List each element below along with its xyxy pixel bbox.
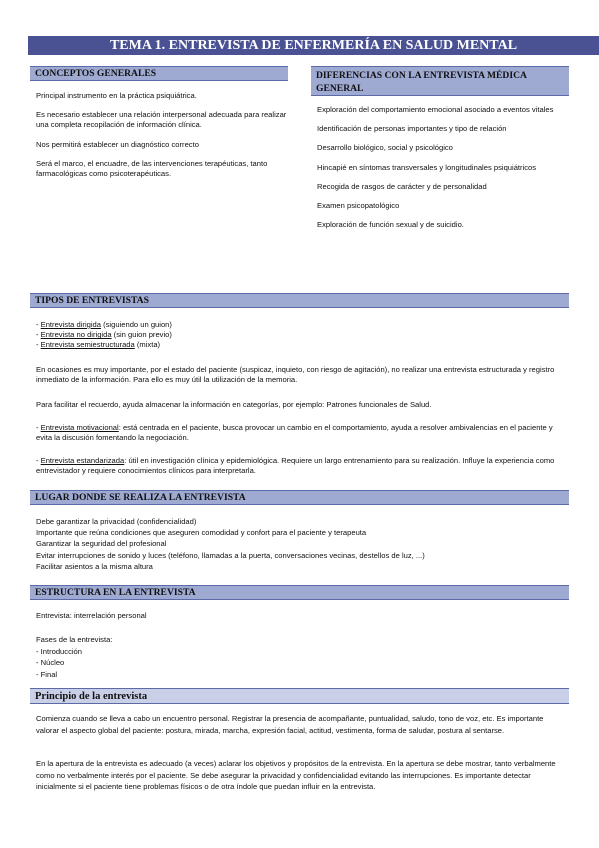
diferencias-item: Desarrollo biológico, social y psicológico xyxy=(317,143,453,153)
list-item: - Final xyxy=(36,669,58,679)
list-item: - Entrevista dirigida (siguiendo un guion) xyxy=(36,320,172,329)
section-header-estructura: ESTRUCTURA EN LA ENTREVISTA xyxy=(30,585,569,600)
lugar-lines xyxy=(36,516,566,572)
conceptos-list xyxy=(36,91,288,188)
diferencias-item: Identificación de personas importantes y tipo de relación xyxy=(317,124,507,134)
section-header-diferencias: DIFERENCIAS CON LA ENTREVISTA MÉDICA GENERAL xyxy=(311,66,569,96)
diferencias-list xyxy=(317,105,565,239)
conceptos-item: Nos permitirá establecer un diagnóstico correcto xyxy=(36,139,199,149)
diferencias-item: Recogida de rasgos de carácter y de personalidad xyxy=(317,181,487,191)
principio-paragraph: En la apertura de la entrevista es adecuado (a veces) aclarar los objetivos y propósitos de la entrevista. En la apertura se debe mostrar, tanto verbalmente como no verbalmente interés por el paciente. Se debe asegurar la privacidad y confidencialidad evitando las interrupciones. Es importante detectar inicialmente si el paciente tiene problemas físicos o de otra índole que puedan influir en la entrevista. xyxy=(36,759,556,791)
fases-label: Fases de la entrevista: xyxy=(36,635,113,644)
conceptos-item: Principal instrumento en la práctica psiquiátrica. xyxy=(36,91,197,100)
tipos-motivacional: - Entrevista motivacional: está centrada en el paciente, busca provocar un cambio en el comportamiento, ayuda a resolver ambivalencias en el paciente y evita la discusión fomentando la negociación. xyxy=(36,423,553,443)
section-header-lugar: LUGAR DONDE SE REALIZA LA ENTREVISTA xyxy=(30,490,569,505)
lugar-line: Importante que reúna condiciones que aseguren comodidad y confort para el paciente y terapeuta xyxy=(36,528,367,538)
tipos-paragraph: Para facilitar el recuerdo, ayuda almacenar la información en categorías, por ejemplo: Patrones funcionales de Salud. xyxy=(36,400,432,409)
page-title: TEMA 1. ENTREVISTA DE ENFERMERÍA EN SALUD MENTAL xyxy=(28,36,599,55)
diferencias-item: Exploración del comportamiento emocional asociado a eventos vitales xyxy=(317,105,554,114)
diferencias-item: Hincapié en síntomas transversales y longitudinales psiquiátricos xyxy=(317,162,537,172)
section-header-principio: Principio de la entrevista xyxy=(30,688,569,704)
lugar-line: Garantizar la seguridad del profesional xyxy=(36,539,167,549)
tipos-estandarizada: - Entrevista estandarizada: útil en investigación clínica y epidemiológica. Requiere un largo entrenamiento para su realización. Influye la experiencia como entrevistador y requiere conocimientos clínicos para interpretarla. xyxy=(36,456,555,476)
list-item: - Núcleo xyxy=(36,658,65,667)
section-header-tipos: TIPOS DE ENTREVISTAS xyxy=(30,293,569,308)
list-item: - Entrevista no dirigida (sin guion previo) xyxy=(36,330,172,340)
list-item: - Introducción xyxy=(36,646,83,656)
fases-list xyxy=(36,634,566,680)
section-header-conceptos: CONCEPTOS GENERALES xyxy=(30,66,288,81)
diferencias-item: Examen psicopatológico xyxy=(317,201,400,211)
conceptos-item: Será el marco, el encuadre, de las intervenciones terapéuticas, tanto farmacológicas como psicoterapéuticas. xyxy=(36,158,268,179)
list-item: - Entrevista semiestructurada (mixta) xyxy=(36,340,161,350)
principio-paragraph: Comienza cuando se lleva a cabo un encuentro personal. Registrar la presencia de acompañante, puntualidad, saludo, tono de voz, etc. Es importante valorar el aspecto global del paciente: postura, mirada, marcha, expresión facial, actitud, vestimenta, forma de saludar, postura al sentarse. xyxy=(36,714,544,735)
lugar-line: Debe garantizar la privacidad (confidencialidad) xyxy=(36,517,197,526)
conceptos-item: Es necesario establecer una relación interpersonal adecuada para realizar una completa recopilación de información clínica. xyxy=(36,110,287,130)
lugar-line: Facilitar asientos a la misma altura xyxy=(36,561,153,571)
estructura-intro: Entrevista: interrelación personal xyxy=(36,611,147,620)
diferencias-item: Exploración de función sexual y de suicidio. xyxy=(317,220,464,230)
tipos-paragraph: En ocasiones es muy importante, por el estado del paciente (suspicaz, inquieto, con riesgo de agitación), no realizar una entrevista estructurada y registro inmediato de la información. Para ello es muy útil la utilización de la memoria. xyxy=(36,365,555,385)
tipos-list xyxy=(36,320,566,351)
lugar-line: Evitar interrupciones de sonido y luces (teléfono, llamadas a la puerta, conversaciones vecinas, destellos de luz, ...) xyxy=(36,550,425,560)
